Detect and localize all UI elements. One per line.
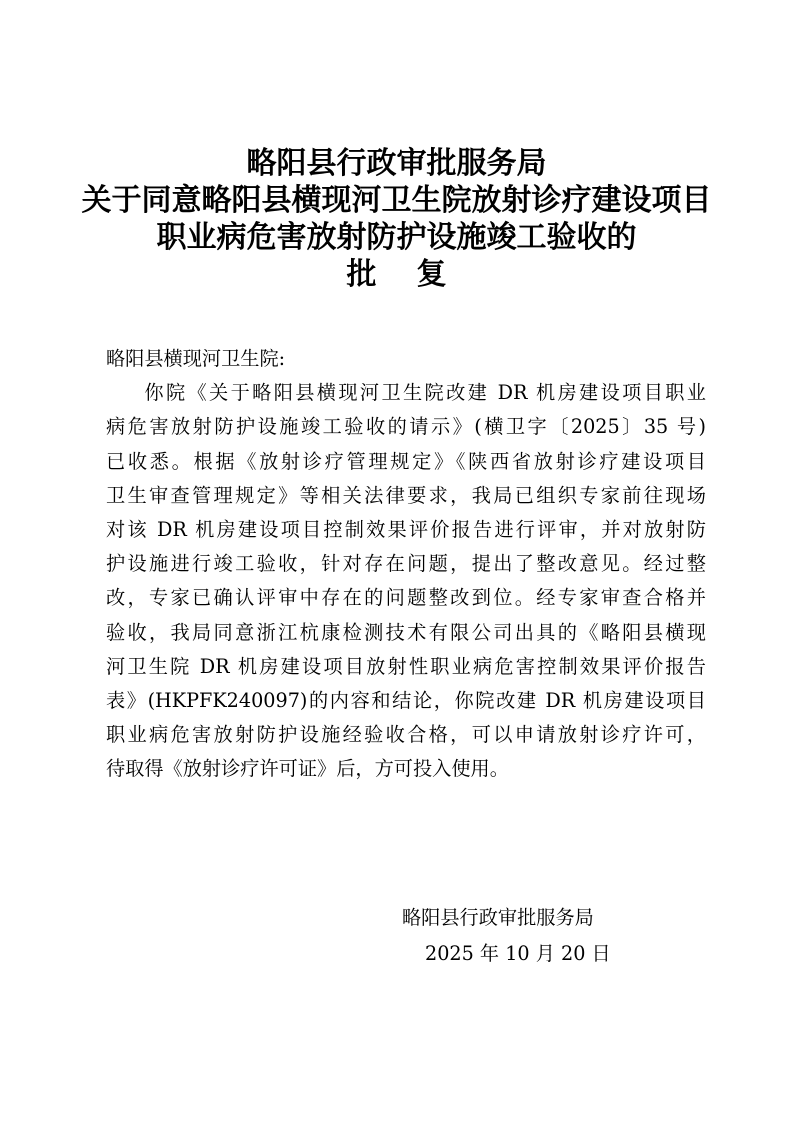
body-line: 河卫生院 DR 机房建设项目放射性职业病危害控制效果评价报告 xyxy=(106,654,706,678)
title-line-subject-cont: 职业病危害放射防护设施竣工验收的 xyxy=(156,220,637,255)
body-line: 职业病危害放射防护设施经验收合格，可以申请放射诊疗许可， xyxy=(106,723,706,747)
body-line: 已收悉。根据《放射诊疗管理规定》《陕西省放射诊疗建设项目 xyxy=(106,449,706,473)
body-line: 病危害放射防护设施竣工验收的请示》(横卫字〔2025〕35 号) xyxy=(106,415,706,439)
body-line: 你院《关于略阳县横现河卫生院改建 DR 机房建设项目职业 xyxy=(144,381,706,405)
document-body xyxy=(106,342,706,787)
body-line: 护设施进行竣工验收，针对存在问题，提出了整改意见。经过整 xyxy=(106,552,706,576)
body-line: 卫生审查管理规定》等相关法律要求，我局已组织专家前往现场 xyxy=(106,483,706,507)
body-line: 表》(HKPFK240097)的内容和结论，你院改建 DR 机房建设项目 xyxy=(106,689,706,713)
title-line-subject: 关于同意略阳县横现河卫生院放射诊疗建设项目 xyxy=(81,183,712,218)
signature-date: 2025 年 10 月 20 日 xyxy=(425,942,611,965)
signature-organization: 略阳县行政审批服务局 xyxy=(402,906,594,929)
body-line: 改，专家已确认评审中存在的问题整改到位。经专家审查合格并 xyxy=(106,586,706,610)
title-line-issuer: 略阳县行政审批服务局 xyxy=(246,146,547,181)
body-line: 对该 DR 机房建设项目控制效果评价报告进行评审，并对放射防 xyxy=(106,518,706,542)
body-line: 验收，我局同意浙江杭康检测技术有限公司出具的《略阳县横现 xyxy=(106,620,706,644)
addressee: 略阳县横现河卫生院: xyxy=(106,347,286,370)
body-line: 待取得《放射诊疗许可证》后，方可投入使用。 xyxy=(106,757,509,781)
document-title xyxy=(0,145,793,293)
title-line-reply: 批复 xyxy=(346,257,487,292)
